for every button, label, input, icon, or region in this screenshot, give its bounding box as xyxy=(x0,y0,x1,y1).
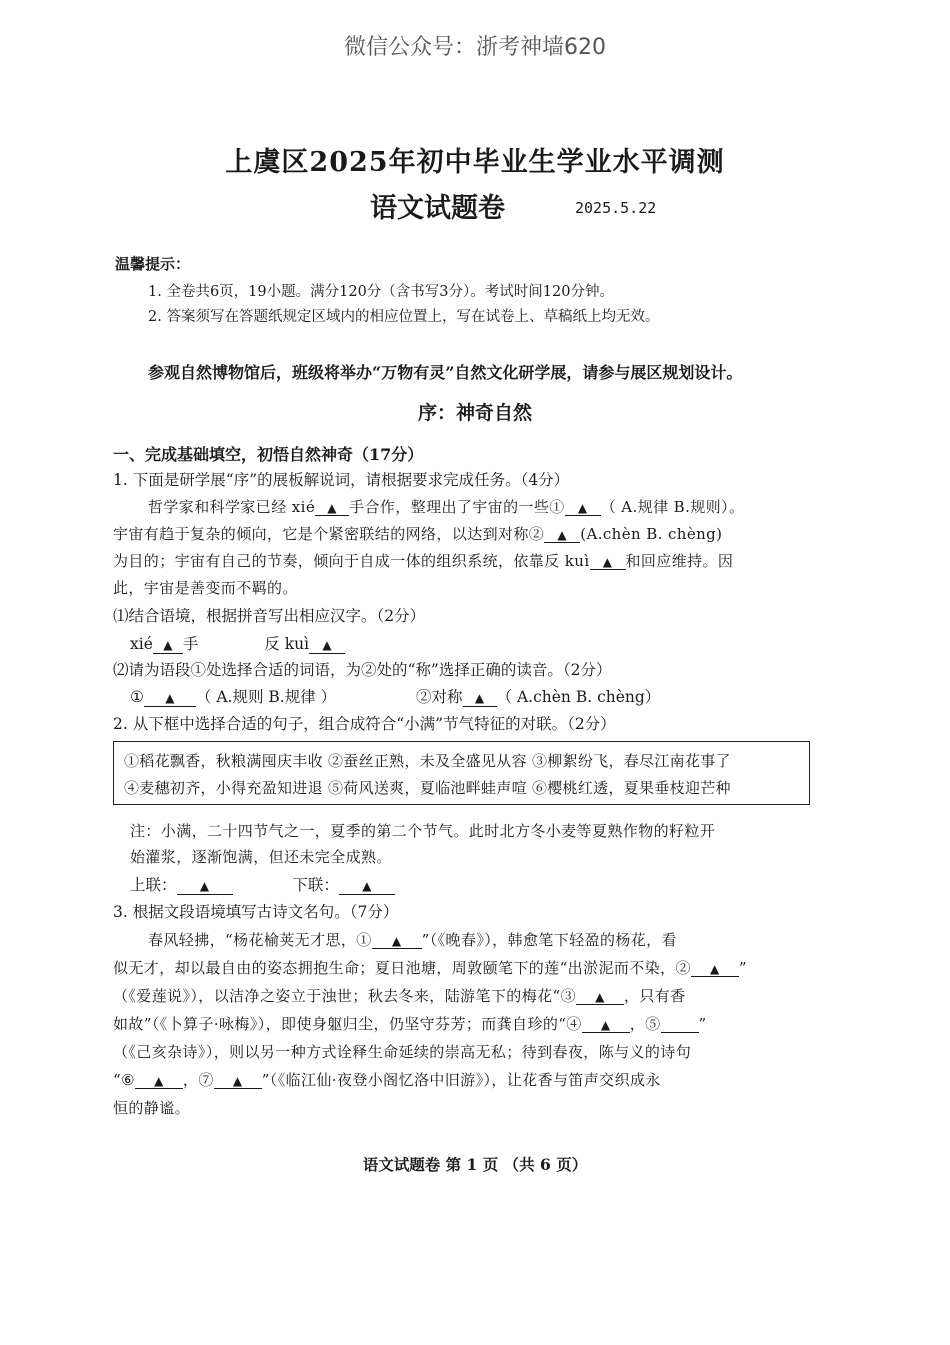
passage-text: ” xyxy=(698,1015,707,1033)
answer-options: （ A.chèn B. chèng） xyxy=(496,688,661,706)
answer-blank[interactable] xyxy=(153,637,183,654)
passage-text: 为目的；宇宙有自己的节奏，倾向于自成一体的组织系统，依靠反 kuì xyxy=(113,552,590,570)
tips-heading: 温馨提示： xyxy=(115,255,191,273)
q3-stem: 3. 根据文段语境填写古诗文名句。（7分） xyxy=(113,903,399,921)
passage-text: 和回应维持。因 xyxy=(625,552,734,570)
q1-passage-line-1 xyxy=(148,496,744,517)
passage-text: ”（《临江仙·夜登小阁忆洛中旧游》），让花香与笛声交织成永 xyxy=(261,1071,661,1089)
q2-note-line-1: 注：小满，二十四节气之一，夏季的第二个节气。此时北方冬小麦等夏熟作物的籽粒开 xyxy=(130,822,716,840)
passage-text: ，⑤ xyxy=(629,1015,661,1033)
passage-text: “⑥ xyxy=(113,1071,135,1089)
answer-suffix: 手 xyxy=(182,635,199,653)
exam-subtitle: 语文试题卷 xyxy=(370,193,505,224)
sentence-options-line-1: ①稻花飘香，秋粮满囤庆丰收 ②蚕丝正熟，未及全盛见从容 ③柳絮纷飞，春尽江南花事了 xyxy=(124,752,731,770)
answer-blank[interactable] xyxy=(661,1017,699,1033)
passage-text: ，只有香 xyxy=(623,987,686,1005)
q3-passage-line-3 xyxy=(113,985,686,1006)
answer-prefix: xié xyxy=(130,635,153,653)
triangle-icon: ▲ xyxy=(322,638,332,652)
q1-passage-line-2 xyxy=(113,523,722,544)
exam-title: 上虞区2025年初中毕业生学业水平调测 xyxy=(225,147,725,178)
q3-passage-line-7: 恒的静谧。 xyxy=(113,1099,191,1117)
q2-stem: 2. 从下框中选择合适的句子，组合成符合“小满”节气特征的对联。（2分） xyxy=(113,715,616,733)
triangle-icon: ▲ xyxy=(710,962,720,976)
tip-item-1: 1. 全卷共6页，19小题。满分120分（含书写3分）。考试时间120分钟。 xyxy=(148,284,614,300)
passage-text: （《爱莲说》），以洁净之姿立于浊世；秋去冬来，陆游笔下的梅花“③ xyxy=(113,987,576,1005)
answer-blank[interactable] xyxy=(309,637,345,654)
section-title: 序：神奇自然 xyxy=(417,402,532,424)
triangle-icon: ▲ xyxy=(362,879,372,893)
passage-text: 手合作，整理出了宇宙的一些① xyxy=(349,498,565,516)
answer-blank[interactable] xyxy=(315,500,349,516)
q2-note-line-2: 始灌浆，逐渐饱满，但还未完全成熟。 xyxy=(130,848,392,866)
answer-prefix: ① xyxy=(130,688,144,706)
triangle-icon: ▲ xyxy=(165,691,175,705)
answer-blank[interactable] xyxy=(214,1073,262,1089)
answer-blank[interactable] xyxy=(372,933,422,949)
q1-passage-line-4: 此，宇宙是善变而不羁的。 xyxy=(113,579,298,597)
answer-prefix: 反 kuì xyxy=(264,635,310,653)
passage-text: 如故”（《卜算子·咏梅》），即使身躯归尘，仍坚守芬芳；而龚自珍的“④ xyxy=(113,1015,582,1033)
triangle-icon: ▲ xyxy=(154,1074,164,1088)
q2-answers xyxy=(130,873,395,895)
q3-passage-line-6 xyxy=(113,1069,661,1090)
answer-prefix: ②对称 xyxy=(416,688,463,706)
q3-passage-line-4 xyxy=(113,1013,707,1034)
triangle-icon: ▲ xyxy=(391,934,402,948)
passage-text: ”（《晚春》），韩愈笔下轻盈的杨花，看 xyxy=(421,931,677,949)
q1-sub1: ⑴结合语境，根据拼音写出相应汉字。（2分） xyxy=(113,607,426,625)
exam-date: 2025.5.22 xyxy=(575,199,657,217)
answer-blank[interactable] xyxy=(582,1017,630,1033)
sentence-options-box xyxy=(113,741,810,805)
passage-text: 宇宙有趋于复杂的倾向，它是个紧密联结的网络，以达到对称② xyxy=(113,525,545,543)
answer-blank[interactable] xyxy=(691,961,739,977)
q1-stem: 1. 下面是研学展“序”的展板解说词，请根据要求完成任务。（4分） xyxy=(113,471,570,489)
answer-blank[interactable] xyxy=(565,500,601,516)
triangle-icon: ▲ xyxy=(232,1074,243,1088)
passage-text: ” xyxy=(738,959,747,977)
triangle-icon: ▲ xyxy=(557,528,568,542)
triangle-icon: ▲ xyxy=(577,501,588,515)
q3-passage-line-5: （《己亥杂诗》），则以另一种方式诠释生命延续的崇高无私；待到春夜，陈与义的诗句 xyxy=(113,1043,692,1061)
triangle-icon: ▲ xyxy=(474,691,485,705)
tip-item-2: 2. 答案须写在答题纸规定区域内的相应位置上，写在试卷上、草稿纸上均无效。 xyxy=(148,309,660,325)
q1-sub1-answers xyxy=(130,632,345,654)
passage-text: （ A.规律 B.规则）。 xyxy=(600,498,745,516)
answer-blank[interactable] xyxy=(576,989,624,1005)
triangle-icon: ▲ xyxy=(602,555,613,569)
q1-passage-line-3 xyxy=(113,550,733,571)
answer-blank[interactable] xyxy=(544,527,580,543)
page-footer: 语文试题卷 第 1 页 （共 6 页） xyxy=(362,1155,588,1174)
answer-blank[interactable] xyxy=(135,1073,183,1089)
answer-blank[interactable] xyxy=(463,690,497,707)
q3-passage-line-1 xyxy=(148,929,677,950)
lower-couplet-label: 下联： xyxy=(292,876,339,894)
sentence-options-line-2: ④麦穗初齐，小得充盈知进退 ⑤荷风送爽，夏临池畔蛙声喧 ⑥樱桃红透，夏果垂枝迎芒种 xyxy=(124,779,731,797)
triangle-icon: ▲ xyxy=(327,501,337,515)
triangle-icon: ▲ xyxy=(163,638,173,652)
triangle-icon: ▲ xyxy=(199,879,210,893)
q3-passage-line-2 xyxy=(113,957,747,978)
passage-text: ，⑦ xyxy=(182,1071,214,1089)
upper-couplet-blank[interactable] xyxy=(177,878,233,895)
answer-blank[interactable] xyxy=(590,554,626,570)
watermark-text: 微信公众号：浙考神墙620 xyxy=(344,35,606,60)
passage-text: 哲学家和科学家已经 xié xyxy=(148,498,316,516)
q1-sub2: ⑵请为语段①处选择合适的词语，为②处的“称”选择正确的读音。（2分） xyxy=(113,661,612,679)
triangle-icon: ▲ xyxy=(595,990,605,1004)
passage-text: (A.chèn B. chèng) xyxy=(580,525,723,543)
lower-couplet-blank[interactable] xyxy=(339,878,395,895)
triangle-icon: ▲ xyxy=(600,1018,611,1032)
part1-heading: 一、完成基础填空，初悟自然神奇（17分） xyxy=(113,445,424,464)
intro-text: 参观自然博物馆后，班级将举办“万物有灵”自然文化研学展，请参与展区规划设计。 xyxy=(148,363,743,382)
answer-options: （ A.规则 B.规律 ） xyxy=(195,688,337,706)
answer-blank[interactable] xyxy=(144,690,196,707)
passage-text: 似无才，却以最自由的姿态拥抱生命；夏日池塘，周敦颐笔下的莲“出淤泥而不染，② xyxy=(113,959,691,977)
upper-couplet-label: 上联： xyxy=(130,876,177,894)
passage-text: 春风轻拂，“杨花榆荚无才思，① xyxy=(148,931,372,949)
q1-sub2-answers xyxy=(130,685,660,707)
